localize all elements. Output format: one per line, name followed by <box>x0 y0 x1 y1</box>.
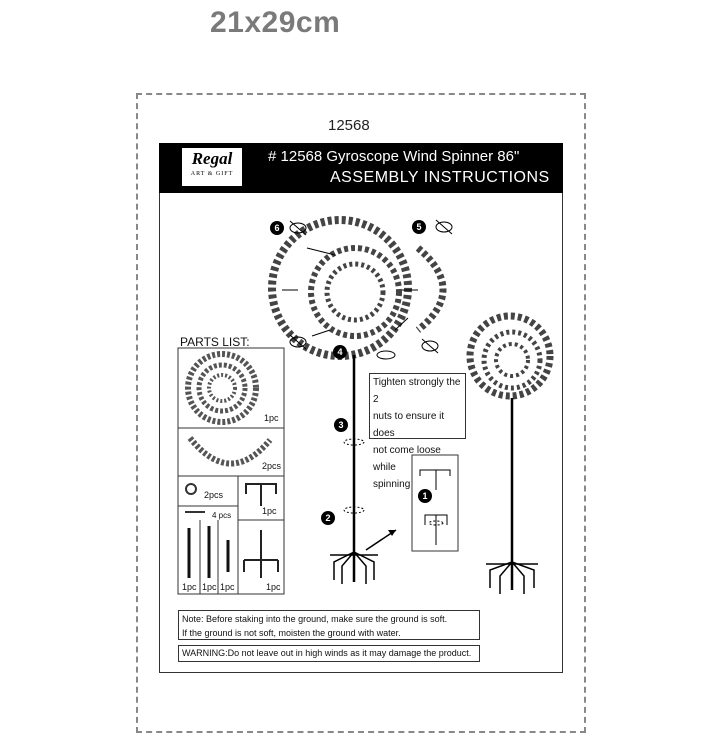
parts-list-grid <box>178 348 284 594</box>
tighten-line: Tighten strongly the 2 <box>373 377 461 405</box>
product-title: # 12568 Gyroscope Wind Spinner 86" <box>268 148 520 165</box>
part-qty-stake: 1pc <box>266 582 281 592</box>
step-6-marker: 6 <box>270 221 284 235</box>
step-4-marker: 4 <box>333 345 347 359</box>
part-poles <box>189 526 228 578</box>
step-3-marker: 3 <box>334 418 348 432</box>
ground-note <box>178 610 480 640</box>
part-half-ring <box>190 438 270 464</box>
part-qty-pole-2: 1pc <box>202 582 217 592</box>
part-qty-nuts: 2pcs <box>204 490 224 500</box>
part-qty-pole-1: 1pc <box>182 582 197 592</box>
step-2-marker: 2 <box>321 511 335 525</box>
parts-list-title: PARTS LIST: <box>180 335 250 349</box>
part-qty-pole-3: 1pc <box>220 582 235 592</box>
tighten-line: nuts to ensure it does <box>373 411 445 439</box>
size-label: 21x29cm <box>210 6 341 39</box>
logo-sub: ART & GIFT <box>190 171 234 177</box>
note-line: Note: Before staking into the ground, make sure the ground is soft. <box>182 614 448 624</box>
part-qty-rings: 1pc <box>264 413 279 423</box>
part-nut <box>186 484 196 494</box>
note-line: If the ground is not soft, moisten the ground with water. <box>182 628 401 638</box>
step-5-marker: 5 <box>412 220 426 234</box>
product-code: 12568 <box>328 117 370 134</box>
part-stake <box>244 530 278 578</box>
part-qty-screws: 4 pcs <box>212 511 232 520</box>
part-top-bracket <box>246 484 276 506</box>
part-qty-bracket: 1pc <box>262 506 277 516</box>
warning-note: WARNING:Do not leave out in high winds as it may damage the product. <box>178 645 480 662</box>
tighten-line: spinning <box>373 479 411 490</box>
rotation-icon-right <box>422 339 438 353</box>
part-spinner-rings <box>188 354 256 422</box>
rotation-icon-5 <box>436 220 452 234</box>
tighten-note <box>369 373 466 490</box>
step-1-marker: 1 <box>418 489 432 503</box>
assembly-spinner <box>272 220 443 356</box>
logo-brand: Regal <box>191 149 233 168</box>
completed-spinner <box>470 316 550 396</box>
tighten-line: not come loose while <box>373 445 441 473</box>
part-qty-half-rings: 2pcs <box>262 461 282 471</box>
assembly-title: ASSEMBLY INSTRUCTIONS <box>330 169 550 186</box>
